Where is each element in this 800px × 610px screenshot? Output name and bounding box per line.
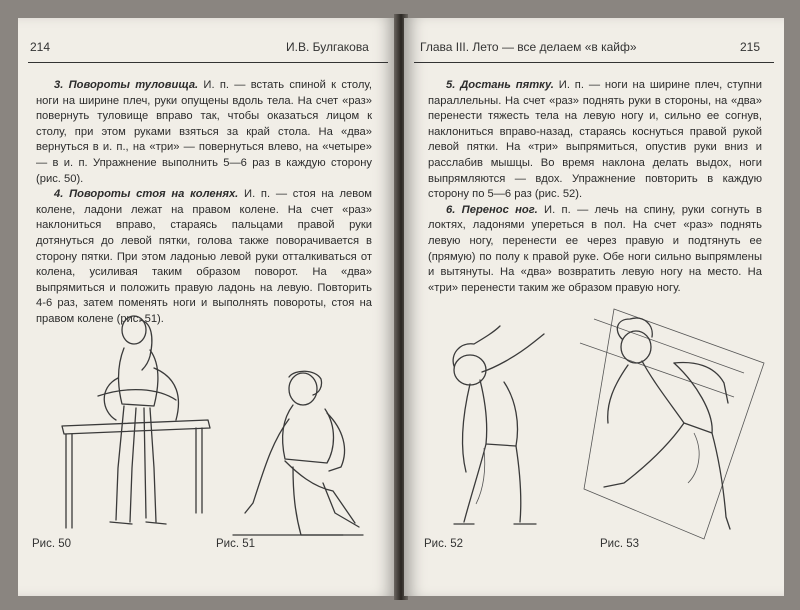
right-body-text bbox=[428, 78, 762, 296]
figure-50-illustration bbox=[58, 308, 228, 538]
figure-51-caption: Рис. 51 bbox=[216, 538, 256, 550]
figure-50-caption: Рис. 50 bbox=[32, 538, 72, 550]
figure-51-illustration bbox=[223, 363, 373, 543]
exercise-text: И. п. — ноги на ширине плеч, ступни параллельны. На счет «раз» поднять руки в стороны, на «два» перенести тяжесть тела на левую ногу и, сильно ее согнув, наклониться вправо-назад, стараясь коснуться правой рукой левой пятки. На «три» выпрямиться, опустив руки вниз и расслабив мышцы. Во время наклона делать выдох, ноги выпрямляются — вдох. Упражнение повторить в каждую сторону по 5—6 раз (рис. 52). bbox=[428, 79, 762, 201]
page-number: 214 bbox=[30, 40, 51, 54]
exercise-title: 6. Перенос ног. bbox=[446, 203, 538, 216]
left-body-text bbox=[36, 78, 372, 328]
figure-53-caption: Рис. 53 bbox=[600, 538, 640, 550]
paragraph bbox=[36, 187, 372, 327]
exercise-title: 5. Достань пятку. bbox=[446, 79, 554, 91]
header-rule bbox=[28, 62, 388, 63]
exercise-text: И. п. — стоя на левом колене, ладони лежат на правом колене. На счет «раз» наклониться вправо, стараясь пальцами правой руки дотянуться до левой пятки, голова также поворачивается в сторону пятки. При этом ладонью левой руки отталкиваться от колена, усиливая таким образом поворот. На «два» выпрямиться и положить правую ладонь на левую. Повторить 4-6 раз, затем поменять ноги и выполнять повороты, стоя на правом колене (рис. 51). bbox=[36, 188, 372, 325]
right-page bbox=[404, 18, 784, 596]
exercise-title: 3. Повороты туловища. bbox=[54, 79, 199, 91]
figure-52-illustration bbox=[424, 308, 574, 538]
running-head: И.В. Булгакова bbox=[286, 40, 369, 54]
page-number: 215 bbox=[740, 40, 761, 54]
exercise-text: И. п. — лечь на спину, руки согнуть в локтях, ладонями упереться в пол. На счет «раз» поднять левую ногу, перенести ее через правую и подтянуть ее (прямую) по полу к правой руке. Обе ноги сильно выпрямлены и вытянуты. На «два» возвратить левую ногу на место. На «три» перенести таким же образом правую ногу. bbox=[428, 203, 762, 294]
exercise-text: И. п. — встать спиной к столу, ноги на ширине плеч, руки опущены вдоль тела. На счет «раз» повернуть туловище вправо так, чтобы оказаться лицом к столу, при этом руками взяться за край стола. На «два» вернуться в и. п., на «три» — повернуться влево, на «четыре» — в и. п. Упражнение выполнить 5—6 раз в каждую сторону (рис. 50). bbox=[36, 79, 372, 185]
paragraph bbox=[428, 203, 762, 297]
running-head: Глава III. Лето — все делаем «в кайф» bbox=[420, 40, 637, 54]
figure-52-caption: Рис. 52 bbox=[424, 538, 464, 550]
paragraph bbox=[428, 78, 762, 203]
header-rule bbox=[414, 62, 774, 63]
exercise-title: 4. Повороты стоя на коленях. bbox=[54, 188, 239, 201]
left-page bbox=[18, 18, 396, 596]
paragraph bbox=[36, 78, 372, 187]
figure-53-illustration bbox=[574, 303, 774, 543]
